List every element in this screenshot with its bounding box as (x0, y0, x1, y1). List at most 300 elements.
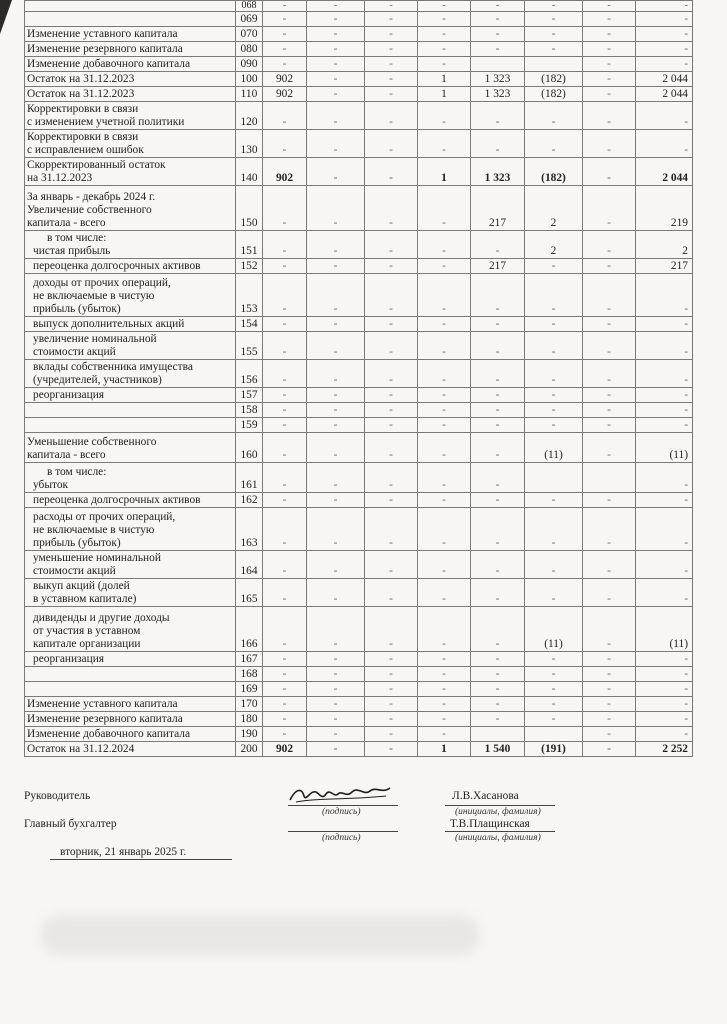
value-cell: - (307, 667, 365, 682)
accountant-title: Главный бухгалтер (24, 818, 117, 830)
row-label-line: выкуп акций (долей (33, 580, 130, 592)
value-cell: - (418, 42, 471, 57)
row-label (25, 667, 236, 682)
row-code: 160 (236, 433, 263, 463)
value-cell: - (418, 493, 471, 508)
row-label (25, 727, 236, 742)
row-label-line: Изменение резервного капитала (27, 43, 183, 55)
value-cell: - (636, 388, 693, 403)
value-cell: - (583, 652, 636, 667)
value-cell: - (636, 667, 693, 682)
value-cell: - (636, 463, 693, 493)
value-cell: - (636, 27, 693, 42)
table-row (25, 433, 693, 463)
row-label-line: доходы от прочих операций, (33, 277, 171, 289)
value-cell: - (307, 682, 365, 697)
row-code: 164 (236, 551, 263, 579)
value-cell: - (583, 57, 636, 72)
value-cell: - (307, 27, 365, 42)
value-cell: - (307, 433, 365, 463)
value-cell: - (263, 317, 307, 332)
value-cell: - (418, 231, 471, 259)
table-row (25, 360, 693, 388)
table-row (25, 87, 693, 102)
table-row (25, 607, 693, 652)
value-cell: - (263, 551, 307, 579)
value-cell: 1 (418, 742, 471, 757)
value-cell: - (263, 682, 307, 697)
value-cell: - (263, 42, 307, 57)
value-cell: - (307, 57, 365, 72)
value-cell: - (471, 102, 525, 130)
row-label (25, 682, 236, 697)
value-cell: - (583, 388, 636, 403)
value-cell: 902 (263, 72, 307, 87)
value-cell: - (583, 102, 636, 130)
row-label (25, 418, 236, 433)
value-cell: - (418, 186, 471, 231)
row-code: 165 (236, 579, 263, 607)
table-row (25, 158, 693, 186)
table-row (25, 652, 693, 667)
row-code: 152 (236, 259, 263, 274)
value-cell: - (525, 712, 583, 727)
row-label-line: увеличение номинальной (33, 333, 157, 345)
value-cell: - (307, 551, 365, 579)
value-cell: - (263, 274, 307, 317)
value-cell: - (636, 102, 693, 130)
value-cell: - (365, 27, 418, 42)
value-cell: - (307, 727, 365, 742)
value-cell: - (471, 652, 525, 667)
row-label (25, 57, 236, 72)
row-code: 120 (236, 102, 263, 130)
value-cell: - (525, 27, 583, 42)
value-cell: - (365, 72, 418, 87)
value-cell: - (418, 579, 471, 607)
report-date: вторник, 21 январь 2025 г. (60, 846, 187, 858)
value-cell: - (307, 130, 365, 158)
value-cell: - (263, 130, 307, 158)
value-cell: - (418, 652, 471, 667)
row-code: 200 (236, 742, 263, 757)
value-cell: - (583, 186, 636, 231)
value-cell: - (471, 332, 525, 360)
value-cell: 2 (525, 231, 583, 259)
value-cell: - (471, 130, 525, 158)
row-label (25, 508, 236, 551)
accountant-name: Т.В.Плащинская (450, 818, 530, 830)
value-cell: - (471, 667, 525, 682)
value-cell: - (525, 403, 583, 418)
row-label (25, 579, 236, 607)
row-label (25, 403, 236, 418)
value-cell: - (307, 72, 365, 87)
value-cell: - (525, 360, 583, 388)
value-cell: - (583, 332, 636, 360)
value-cell: - (307, 332, 365, 360)
value-cell: - (418, 57, 471, 72)
row-code: 161 (236, 463, 263, 493)
value-cell: - (365, 652, 418, 667)
value-cell: - (365, 158, 418, 186)
value-cell: - (583, 607, 636, 652)
value-cell: - (365, 493, 418, 508)
value-cell: - (583, 742, 636, 757)
value-cell (525, 727, 583, 742)
value-cell: - (307, 579, 365, 607)
value-cell: - (365, 667, 418, 682)
value-cell: - (583, 231, 636, 259)
value-cell: - (525, 12, 583, 27)
row-label-line: уменьшение номинальной (33, 552, 161, 564)
capital-changes-table (24, 0, 693, 757)
value-cell: - (525, 1, 583, 12)
row-label-line: с исправлением ошибок (27, 144, 144, 156)
value-cell: 1 323 (471, 158, 525, 186)
value-cell: - (307, 274, 365, 317)
table-row (25, 1, 693, 12)
row-code: 156 (236, 360, 263, 388)
value-cell: - (583, 87, 636, 102)
row-code: 140 (236, 158, 263, 186)
value-cell: - (365, 274, 418, 317)
value-cell: (182) (525, 158, 583, 186)
value-cell: - (583, 259, 636, 274)
value-cell: 1 323 (471, 87, 525, 102)
value-cell: - (471, 508, 525, 551)
value-cell: - (365, 388, 418, 403)
value-cell: 902 (263, 158, 307, 186)
value-cell: - (418, 27, 471, 42)
table-row (25, 508, 693, 551)
value-cell: - (636, 551, 693, 579)
value-cell: - (263, 1, 307, 12)
value-cell: - (307, 652, 365, 667)
value-cell: 1 (418, 72, 471, 87)
value-cell: - (636, 360, 693, 388)
corner-binding-mark (0, 0, 12, 34)
row-label (25, 27, 236, 42)
value-cell: - (365, 418, 418, 433)
value-cell: - (365, 87, 418, 102)
accountant-signature-hint: (подпись) (322, 833, 361, 843)
table-row (25, 259, 693, 274)
value-cell: - (263, 403, 307, 418)
row-label-line: прибыль (убыток) (33, 303, 121, 315)
value-cell: - (583, 12, 636, 27)
value-cell (471, 727, 525, 742)
table-row (25, 579, 693, 607)
value-cell: - (418, 667, 471, 682)
row-label-line: не включаемые в чистую (33, 524, 155, 536)
value-cell: - (307, 742, 365, 757)
value-cell: - (471, 403, 525, 418)
value-cell: - (263, 388, 307, 403)
table-row (25, 27, 693, 42)
value-cell: - (471, 231, 525, 259)
row-code: 070 (236, 27, 263, 42)
value-cell: - (365, 579, 418, 607)
row-code: 157 (236, 388, 263, 403)
value-cell: - (583, 130, 636, 158)
value-cell: - (471, 42, 525, 57)
value-cell: - (636, 579, 693, 607)
value-cell: - (525, 274, 583, 317)
table-row (25, 130, 693, 158)
table-row (25, 682, 693, 697)
row-label (25, 742, 236, 757)
value-cell: - (525, 508, 583, 551)
value-cell: - (418, 418, 471, 433)
row-label (25, 697, 236, 712)
accountant-signature-line (288, 831, 398, 832)
row-label (25, 102, 236, 130)
row-label (25, 72, 236, 87)
row-code: 154 (236, 317, 263, 332)
row-label-line: с изменением учетной политики (27, 116, 185, 128)
value-cell: - (583, 27, 636, 42)
row-code: 169 (236, 682, 263, 697)
row-code: 162 (236, 493, 263, 508)
value-cell: - (365, 403, 418, 418)
row-label-line: Изменение добавочного капитала (27, 58, 191, 70)
row-label-line: переоценка долгосрочных активов (33, 494, 201, 506)
row-label-line: Увеличение собственного (27, 204, 152, 216)
value-cell: - (471, 551, 525, 579)
row-label (25, 493, 236, 508)
value-cell: - (418, 607, 471, 652)
value-cell: - (418, 259, 471, 274)
value-cell: - (471, 12, 525, 27)
director-name-line (445, 805, 555, 806)
director-signature-line (288, 805, 398, 806)
accountant-name-line (445, 831, 555, 832)
value-cell: - (525, 682, 583, 697)
table-row (25, 712, 693, 727)
table-row (25, 403, 693, 418)
value-cell: (11) (636, 433, 693, 463)
value-cell: - (418, 697, 471, 712)
row-label (25, 388, 236, 403)
value-cell: - (307, 697, 365, 712)
row-label-line: стоимости акций (33, 565, 116, 577)
table-row (25, 388, 693, 403)
value-cell: 1 (418, 87, 471, 102)
value-cell: - (418, 332, 471, 360)
value-cell: - (583, 493, 636, 508)
row-label (25, 87, 236, 102)
value-cell: - (471, 388, 525, 403)
value-cell: (191) (525, 742, 583, 757)
value-cell: (182) (525, 72, 583, 87)
table-row (25, 72, 693, 87)
row-label (25, 463, 236, 493)
value-cell: - (525, 697, 583, 712)
value-cell: - (471, 27, 525, 42)
value-cell: - (365, 259, 418, 274)
value-cell: - (636, 418, 693, 433)
row-label-line: Изменение добавочного капитала (27, 728, 191, 740)
value-cell: - (583, 1, 636, 12)
value-cell (525, 57, 583, 72)
row-label (25, 130, 236, 158)
row-label-line: За январь - декабрь 2024 г. (27, 191, 156, 203)
table-row (25, 12, 693, 27)
value-cell: - (365, 1, 418, 12)
value-cell: - (583, 551, 636, 579)
row-label (25, 231, 236, 259)
value-cell: 902 (263, 87, 307, 102)
value-cell: - (583, 667, 636, 682)
value-cell: - (263, 12, 307, 27)
value-cell: 2 044 (636, 87, 693, 102)
row-label (25, 551, 236, 579)
value-cell: - (471, 607, 525, 652)
value-cell: - (263, 360, 307, 388)
table-row (25, 697, 693, 712)
value-cell: - (525, 130, 583, 158)
value-cell: - (365, 433, 418, 463)
row-label-line: в том числе: (47, 466, 107, 478)
row-code: 069 (236, 12, 263, 27)
value-cell: - (636, 12, 693, 27)
value-cell: - (307, 508, 365, 551)
value-cell: - (471, 1, 525, 12)
row-code: 180 (236, 712, 263, 727)
row-label (25, 158, 236, 186)
value-cell: - (471, 274, 525, 317)
value-cell: - (525, 579, 583, 607)
accountant-name-hint: (инициалы, фамилия) (455, 833, 541, 843)
row-label-line: переоценка долгосрочных активов (33, 260, 201, 272)
value-cell: - (263, 102, 307, 130)
value-cell: - (365, 231, 418, 259)
value-cell: - (365, 57, 418, 72)
value-cell: - (583, 42, 636, 57)
row-code: 166 (236, 607, 263, 652)
row-code: 155 (236, 332, 263, 360)
value-cell: - (583, 403, 636, 418)
value-cell: - (263, 493, 307, 508)
row-code: 110 (236, 87, 263, 102)
value-cell: - (418, 102, 471, 130)
value-cell: - (471, 463, 525, 493)
value-cell: - (583, 433, 636, 463)
value-cell: (11) (525, 433, 583, 463)
director-signature-hint: (подпись) (322, 807, 361, 817)
table-row (25, 332, 693, 360)
value-cell: - (418, 1, 471, 12)
row-code: 168 (236, 667, 263, 682)
value-cell: - (636, 697, 693, 712)
director-title: Руководитель (24, 790, 91, 802)
value-cell: 902 (263, 742, 307, 757)
value-cell: - (636, 712, 693, 727)
value-cell: - (307, 360, 365, 388)
value-cell: - (418, 463, 471, 493)
value-cell: 2 (525, 186, 583, 231)
value-cell: - (471, 317, 525, 332)
row-label (25, 1, 236, 12)
value-cell: - (418, 403, 471, 418)
row-label-line: выпуск дополнительных акций (33, 318, 185, 330)
table-row (25, 551, 693, 579)
table-row (25, 231, 693, 259)
value-cell: - (263, 259, 307, 274)
table-row (25, 274, 693, 317)
row-label-line: Корректировки в связи (27, 131, 139, 143)
value-cell: - (307, 158, 365, 186)
value-cell: - (365, 360, 418, 388)
value-cell: - (583, 72, 636, 87)
value-cell: - (418, 727, 471, 742)
value-cell: - (365, 102, 418, 130)
value-cell: - (307, 231, 365, 259)
table-row (25, 186, 693, 231)
value-cell: 1 (418, 158, 471, 186)
value-cell: - (307, 418, 365, 433)
value-cell: 1 540 (471, 742, 525, 757)
table-row (25, 57, 693, 72)
row-label-line: не включаемые в чистую (33, 290, 155, 302)
value-cell: - (263, 667, 307, 682)
row-label (25, 607, 236, 652)
table-row (25, 102, 693, 130)
row-label-line: Корректировки в связи (27, 103, 139, 115)
value-cell: - (307, 186, 365, 231)
row-code: 068 (236, 1, 263, 12)
value-cell: (11) (525, 607, 583, 652)
value-cell: - (471, 682, 525, 697)
row-label-line: Остаток на 31.12.2023 (27, 73, 135, 85)
value-cell: - (365, 332, 418, 360)
value-cell: - (525, 652, 583, 667)
value-cell: (182) (525, 87, 583, 102)
table-row (25, 667, 693, 682)
value-cell: - (263, 652, 307, 667)
row-label-line: Остаток на 31.12.2024 (27, 743, 135, 755)
row-label-line: дивиденды и другие доходы (33, 612, 170, 624)
value-cell: - (471, 360, 525, 388)
value-cell (583, 463, 636, 493)
value-cell: - (636, 508, 693, 551)
row-label-line: Остаток на 31.12.2023 (27, 88, 135, 100)
row-label-line: Изменение уставного капитала (27, 28, 178, 40)
value-cell: - (365, 42, 418, 57)
row-label-line: в том числе: (47, 232, 107, 244)
value-cell: - (418, 551, 471, 579)
value-cell: - (636, 130, 693, 158)
value-cell: - (583, 508, 636, 551)
value-cell (525, 463, 583, 493)
value-cell: - (636, 727, 693, 742)
table-row (25, 42, 693, 57)
value-cell: - (471, 418, 525, 433)
row-code: 170 (236, 697, 263, 712)
row-label-line: стоимости акций (33, 346, 116, 358)
value-cell: - (418, 12, 471, 27)
row-code: 158 (236, 403, 263, 418)
value-cell: 217 (636, 259, 693, 274)
value-cell: - (307, 1, 365, 12)
value-cell: - (471, 493, 525, 508)
value-cell: - (583, 697, 636, 712)
value-cell: - (365, 551, 418, 579)
row-code: 130 (236, 130, 263, 158)
value-cell: 2 044 (636, 72, 693, 87)
value-cell: - (583, 682, 636, 697)
